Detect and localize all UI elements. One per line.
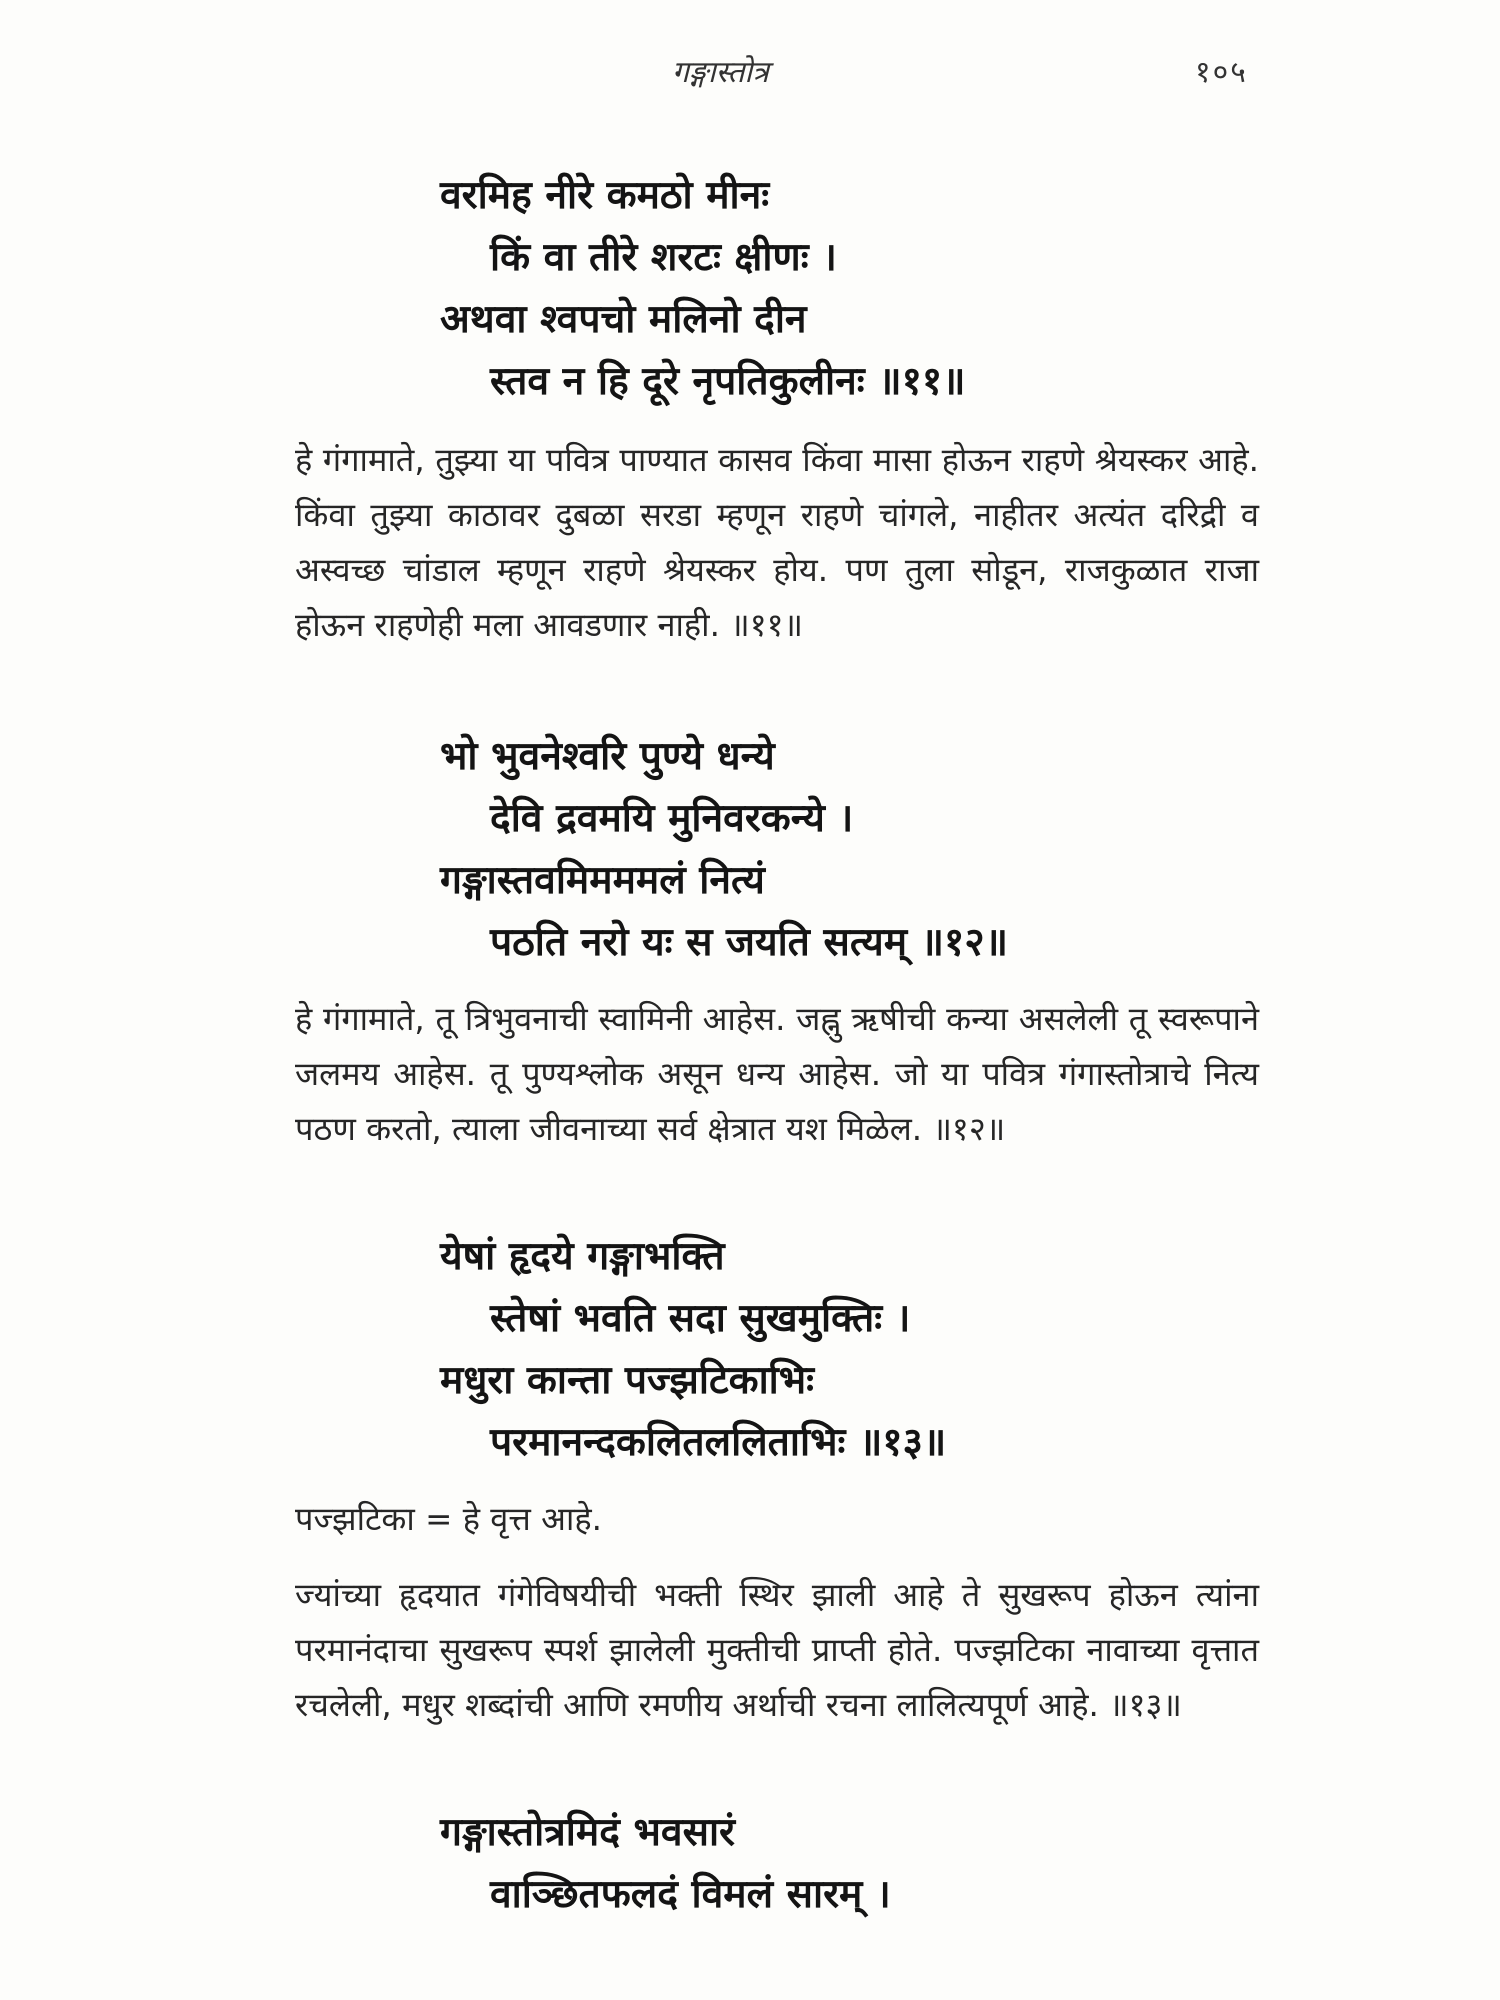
verse-14: [440, 1802, 891, 1926]
verse-11: [440, 165, 966, 413]
verse-line: गङ्गास्तवमिमममलं नित्यं: [440, 858, 765, 903]
commentary-12: [233, 992, 1259, 1157]
verse-line: भो भुवनेश्वरि पुण्ये धन्ये: [440, 734, 775, 779]
commentary-text: हे गंगामाते, तुझ्या या पवित्र पाण्यात कासव किंवा मासा होऊन राहणे श्रेयस्कर आहे. किंवा तुझ्या काठावर दुबळा सरडा म्हणून राहणे चांगले, नाहीतर अत्यंत दरिद्री व अस्वच्छ चांडाल म्हणून राहणे श्रेयस्कर होय. पण तुला सोडून, राजकुळात राजा होऊन राहणेही मला आवडणार नाही. ॥११॥: [295, 441, 1259, 644]
verse-line: अथवा श्वपचो मलिनो दीन: [440, 297, 807, 342]
verse-line: स्तव न हि दूरे नृपतिकुलीनः ॥११॥: [490, 359, 966, 404]
page-number: १०५: [1195, 55, 1248, 90]
verse-line: गङ्गास्तोत्रमिदं भवसारं: [440, 1810, 736, 1855]
verse-line: स्तेषां भवति सदा सुखमुक्तिः ।: [490, 1296, 911, 1341]
verse-13: [440, 1226, 946, 1474]
verse-line: येषां हृदये गङ्गाभक्ति: [440, 1234, 725, 1279]
note-text: पज्झटिका = हे वृत्त आहे.: [295, 1500, 602, 1538]
commentary-text: हे गंगामाते, तू त्रिभुवनाची स्वामिनी आहेस. जह्नु ऋषीची कन्या असलेली तू स्वरूपाने जलमय आहेस. तू पुण्यश्लोक असून धन्य आहेस. जो या पवित्र गंगास्तोत्राचे नित्य पठण करतो, त्याला जीवनाच्या सर्व क्षेत्रात यश मिळेल. ॥१२॥: [295, 1000, 1259, 1148]
commentary-text: ज्यांच्या हृदयात गंगेविषयीची भक्ती स्थिर झाली आहे ते सुखरूप होऊन त्यांना परमानंदाचा सुखरूप स्पर्श झालेली मुक्तीची प्राप्ती होते. पज्झटिका नावाच्या वृत्तात रचलेली, मधुर शब्दांची आणि रमणीय अर्थाची रचना लालित्यपूर्ण आहे. ॥१३॥: [295, 1576, 1259, 1724]
verse-12: [440, 726, 1008, 974]
verse-line: पठति नरो यः स जयति सत्यम् ॥१२॥: [490, 920, 1008, 965]
verse-line: मधुरा कान्ता पज्झटिकाभिः: [440, 1358, 815, 1403]
commentary-13: [233, 1568, 1259, 1733]
verse-line: वरमिह नीरे कमठो मीनः: [440, 173, 770, 218]
running-title: गङ्गास्तोत्र: [672, 55, 769, 90]
verse-line: किं वा तीरे शरटः क्षीणः ।: [490, 235, 837, 280]
verse-line: परमानन्दकलितललिताभिः ॥१३॥: [490, 1420, 947, 1465]
note-13: [233, 1492, 1259, 1547]
verse-line: वाञ्छितफलदं विमलं सारम् ।: [490, 1872, 891, 1917]
commentary-11: [233, 433, 1259, 653]
verse-line: देवि द्रवमयि मुनिवरकन्ये ।: [490, 796, 854, 841]
